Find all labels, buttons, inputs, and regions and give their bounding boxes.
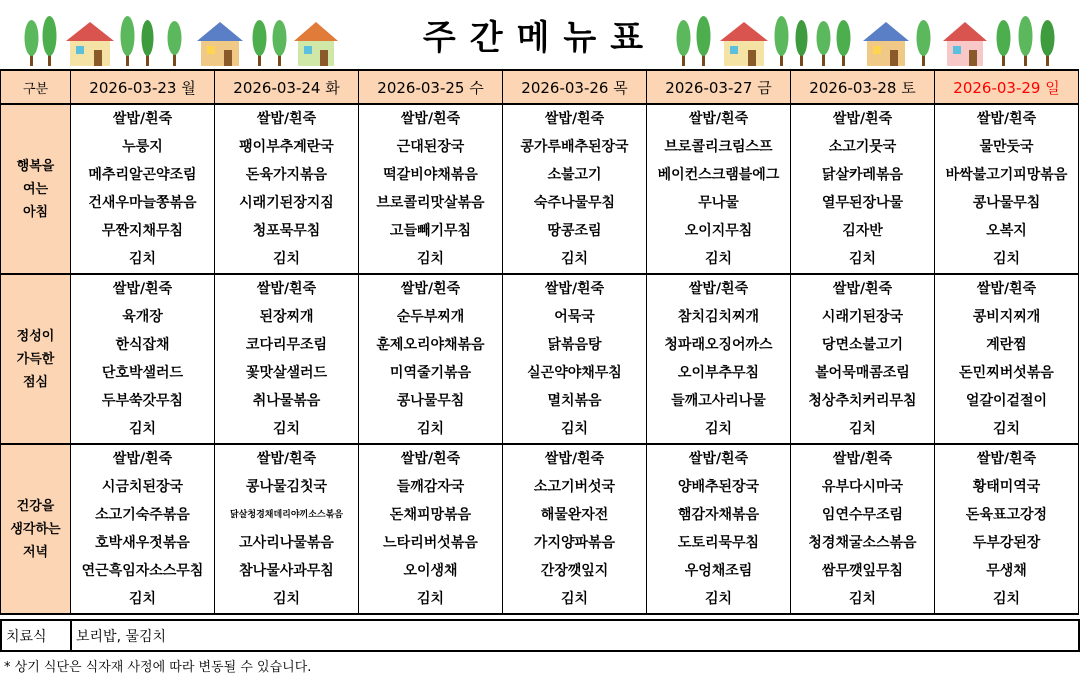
dish-item: 쌀밥/흰죽: [256, 111, 317, 127]
dish-item: 고들빼기무침: [389, 223, 472, 239]
day-menu-cell: [503, 104, 647, 274]
dish-item: 오이지무침: [684, 223, 753, 239]
tree-icon: [817, 21, 831, 66]
dish-item: 숙주나물무침: [533, 195, 616, 211]
day-menu-cell: [71, 104, 215, 274]
dish-item: 무생채: [986, 563, 1027, 579]
dish-item: 쌀밥/흰죽: [544, 451, 605, 467]
dish-item: 김치: [128, 251, 157, 267]
day-menu-cell: [359, 104, 503, 274]
dish-item: 미역줄기볶음: [389, 365, 472, 381]
tree-icon: [697, 16, 711, 66]
day-menu-cell: [935, 104, 1079, 274]
meal-label-line: 가득한: [16, 351, 55, 367]
category-header: 구분: [1, 70, 71, 104]
dish-item: 소불고기: [547, 167, 602, 183]
date-header-sunday: 2026-03-29 일: [935, 70, 1079, 104]
dish-item: 오이부추무침: [677, 365, 760, 381]
day-menu-cell: [647, 274, 791, 444]
dish-item: 김치: [416, 251, 445, 267]
dish-item: 청상추치커리무침: [808, 393, 917, 409]
dish-item: 쌀밥/흰죽: [544, 281, 605, 297]
page-title: 주간메뉴표: [422, 18, 658, 58]
dish-item: 돈육가지볶음: [245, 167, 328, 183]
dish-item: 훈제오리야채볶음: [376, 337, 485, 353]
dish-item: 도토리묵무침: [677, 535, 760, 551]
dish-item: 메추리알곤약조림: [88, 167, 197, 183]
dish-item: 쌀밥/흰죽: [832, 281, 893, 297]
dish-item: 꽃맛살샐러드: [245, 365, 328, 381]
day-menu-cell: [215, 444, 359, 614]
meal-label-line: 아침: [22, 204, 49, 220]
day-menu-cell: [215, 274, 359, 444]
day-menu-cell: [791, 104, 935, 274]
dish-item: 쌀밥/흰죽: [688, 111, 749, 127]
dish-item: 순두부찌개: [396, 309, 465, 325]
page-header: [0, 0, 1080, 70]
dish-item: 쌀밥/흰죽: [400, 111, 461, 127]
dish-item: 취나물볶음: [252, 393, 321, 409]
day-menu-cell: [503, 444, 647, 614]
meal-label: [1, 444, 71, 614]
day-menu-cell: [215, 104, 359, 274]
meal-label-line: 행복을: [16, 158, 55, 174]
dish-item: 소고기버섯국: [533, 479, 616, 495]
dish-item: 돈민찌버섯볶음: [959, 365, 1054, 381]
date-header: 2026-03-28 토: [791, 70, 935, 104]
dish-item: 단호박샐러드: [101, 365, 184, 381]
tree-icon: [837, 20, 851, 66]
dish-item: 김자반: [842, 223, 883, 239]
tree-icon: [1019, 16, 1033, 66]
dish-item: 김치: [848, 591, 877, 607]
dish-item: 참치김치찌개: [677, 309, 760, 325]
dish-item: 코다리무조림: [245, 337, 328, 353]
dish-item: 쌀밥/흰죽: [400, 451, 461, 467]
dish-item: 청포묵무침: [252, 223, 321, 239]
dish-item: 무나물: [698, 195, 739, 211]
meal-label-line: 여는: [22, 181, 49, 197]
dish-item: 무짠지채무침: [101, 223, 184, 239]
dish-item: 김치: [704, 591, 733, 607]
dish-item: 얼갈이겉절이: [965, 393, 1048, 409]
dish-item: 볼어묵매콤조림: [815, 365, 910, 381]
dish-item: 들깨고사리나물: [671, 393, 766, 409]
special-diet-table: [0, 619, 1080, 652]
meal-row: [1, 274, 1079, 444]
dish-item: 양배추된장국: [677, 479, 760, 495]
dish-item: 어묵국: [554, 309, 595, 325]
dish-item: 참나물사과무침: [239, 563, 334, 579]
dish-item: 오복지: [986, 223, 1027, 239]
dish-item: 당면소불고기: [821, 337, 904, 353]
dish-item: 시래기된장지짐: [239, 195, 334, 211]
day-menu-cell: [359, 444, 503, 614]
dish-item: 콩나물무침: [396, 393, 465, 409]
dish-item: 바싹불고기피망볶음: [945, 167, 1068, 183]
meal-label-line: 저녁: [22, 544, 49, 560]
dish-item: 누룽지: [122, 139, 163, 155]
dish-item: 브로콜리맛살볶음: [376, 195, 485, 211]
tree-icon: [917, 20, 931, 66]
dish-item: 브로콜리크림스프: [664, 139, 773, 155]
dish-item: 쌀밥/흰죽: [256, 281, 317, 297]
meal-label-line: 생각하는: [10, 521, 61, 537]
special-diet-label: 치료식: [1, 620, 71, 651]
dish-item: 우엉채조림: [684, 563, 753, 579]
dish-item: 쌀밥/흰죽: [688, 281, 749, 297]
dish-item: 쌀밥/흰죽: [832, 451, 893, 467]
dish-item: 콩나물김칫국: [245, 479, 328, 495]
dish-item: 시래기된장국: [821, 309, 904, 325]
dish-item: 해물완자전: [540, 507, 609, 523]
dish-item: 베이컨스크램블에그: [657, 167, 780, 183]
tree-icon: [997, 20, 1011, 66]
dish-item: 김치: [416, 591, 445, 607]
dish-item: 쌀밥/흰죽: [832, 111, 893, 127]
dish-item: 닭살청경채데리야끼소스볶음: [229, 510, 344, 520]
tree-icon: [796, 20, 808, 66]
dish-item: 소고기숙주볶음: [95, 507, 190, 523]
dish-item: 돈육표고강정: [965, 507, 1048, 523]
day-menu-cell: [647, 444, 791, 614]
dish-item: 건새우마늘쫑볶음: [88, 195, 197, 211]
dish-item: 닭볶음탕: [547, 337, 602, 353]
day-menu-cell: [647, 104, 791, 274]
dish-item: 유부다시마국: [821, 479, 904, 495]
dish-item: 김치: [992, 421, 1021, 437]
dish-item: 김치: [704, 421, 733, 437]
dish-item: 김치: [128, 421, 157, 437]
meal-label-line: 점심: [22, 374, 49, 390]
dish-item: 소고기뭇국: [828, 139, 897, 155]
dish-item: 쌈무깻잎무침: [821, 563, 904, 579]
date-header-row: [1, 70, 1079, 104]
dish-item: 간장깻잎지: [540, 563, 609, 579]
weekly-menu-table: [0, 69, 1079, 615]
date-header: 2026-03-26 목: [503, 70, 647, 104]
dish-item: 콩가루배추된장국: [520, 139, 629, 155]
date-header: 2026-03-24 화: [215, 70, 359, 104]
dish-item: 된장찌개: [259, 309, 314, 325]
dish-item: 김치: [272, 421, 301, 437]
dish-item: 쌀밥/흰죽: [112, 451, 173, 467]
dish-item: 고사리나물볶음: [239, 535, 334, 551]
dish-item: 닭살카레볶음: [821, 167, 904, 183]
dish-item: 김치: [272, 251, 301, 267]
tree-icon: [775, 16, 789, 66]
dish-item: 김치: [560, 421, 589, 437]
meal-label: [1, 274, 71, 444]
village-illustration-right: [672, 8, 1072, 68]
section-spacer: [0, 606, 1080, 618]
tree-icon: [1041, 20, 1055, 66]
dish-item: 김치: [272, 591, 301, 607]
dish-item: 김치: [128, 591, 157, 607]
house-icon: [943, 22, 987, 66]
dish-item: 김치: [992, 591, 1021, 607]
dish-item: 한식잡채: [115, 337, 170, 353]
date-header: 2026-03-23 월: [71, 70, 215, 104]
dish-item: 황태미역국: [972, 479, 1041, 495]
dish-item: 쌀밥/흰죽: [976, 451, 1037, 467]
dish-item: 청파래오징어까스: [664, 337, 773, 353]
dish-item: 햄감자채볶음: [677, 507, 760, 523]
meal-label: [1, 104, 71, 274]
meal-row: [1, 444, 1079, 614]
dish-item: 떡갈비야채볶음: [383, 167, 478, 183]
dish-item: 쌀밥/흰죽: [112, 111, 173, 127]
dish-item: 쌀밥/흰죽: [544, 111, 605, 127]
dish-item: 돈채피망볶음: [389, 507, 472, 523]
meal-row: [1, 104, 1079, 274]
dish-item: 두부강된장: [972, 535, 1041, 551]
house-icon: [720, 22, 768, 66]
dish-item: 오이생채: [403, 563, 458, 579]
dish-item: 김치: [416, 421, 445, 437]
day-menu-cell: [791, 274, 935, 444]
dish-item: 청경채굴소스볶음: [808, 535, 917, 551]
dish-item: 김치: [992, 251, 1021, 267]
dish-item: 땅콩조림: [547, 223, 602, 239]
special-diet-value: 보리밥, 물김치: [71, 620, 1079, 651]
dish-item: 근대된장국: [396, 139, 465, 155]
tree-icon: [677, 20, 691, 66]
dish-item: 쌀밥/흰죽: [112, 281, 173, 297]
dish-item: 김치: [848, 251, 877, 267]
day-menu-cell: [71, 274, 215, 444]
dish-item: 호박새우젓볶음: [95, 535, 190, 551]
dish-item: 팽이부추계란국: [239, 139, 334, 155]
dish-item: 쌀밥/흰죽: [256, 451, 317, 467]
dish-item: 연근흑임자소스무침: [81, 563, 204, 579]
day-menu-cell: [359, 274, 503, 444]
dish-item: 김치: [704, 251, 733, 267]
dish-item: 실곤약야채무침: [527, 365, 622, 381]
day-menu-cell: [791, 444, 935, 614]
dish-item: 느타리버섯볶음: [383, 535, 478, 551]
dish-item: 시금치된장국: [101, 479, 184, 495]
day-menu-cell: [71, 444, 215, 614]
special-diet-row: [1, 620, 1079, 651]
dish-item: 물만둣국: [979, 139, 1034, 155]
day-menu-cell: [935, 274, 1079, 444]
dish-item: 쌀밥/흰죽: [688, 451, 749, 467]
dish-item: 열무된장나물: [821, 195, 904, 211]
dish-item: 계란찜: [986, 337, 1027, 353]
day-menu-cell: [503, 274, 647, 444]
disclaimer-note: * 상기 식단은 식자재 사정에 따라 변동될 수 있습니다.: [4, 660, 312, 675]
dish-item: 콩비지찌개: [972, 309, 1041, 325]
meal-label-line: 건강을: [16, 498, 55, 514]
dish-item: 김치: [560, 251, 589, 267]
dish-item: 육개장: [122, 309, 163, 325]
house-icon: [863, 22, 909, 66]
day-menu-cell: [935, 444, 1079, 614]
dish-item: 쌀밥/흰죽: [976, 281, 1037, 297]
dish-item: 쌀밥/흰죽: [400, 281, 461, 297]
dish-item: 임연수무조림: [821, 507, 904, 523]
dish-item: 콩나물무침: [972, 195, 1041, 211]
date-header: 2026-03-27 금: [647, 70, 791, 104]
dish-item: 쌀밥/흰죽: [976, 111, 1037, 127]
meal-label-line: 정성이: [16, 328, 55, 344]
dish-item: 두부쑥갓무침: [101, 393, 184, 409]
dish-item: 들깨감자국: [396, 479, 465, 495]
dish-item: 김치: [848, 421, 877, 437]
dish-item: 멸치볶음: [547, 393, 602, 409]
dish-item: 가지양파볶음: [533, 535, 616, 551]
dish-item: 김치: [560, 591, 589, 607]
date-header: 2026-03-25 수: [359, 70, 503, 104]
